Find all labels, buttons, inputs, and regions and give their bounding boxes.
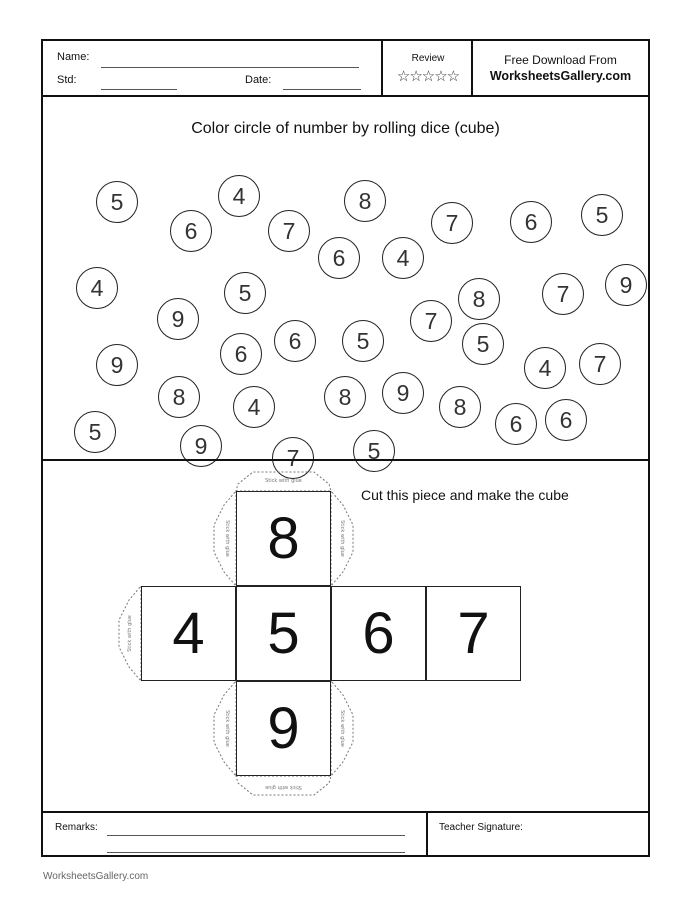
site-name: WorksheetsGallery.com	[489, 69, 632, 83]
number-circle[interactable]: 4	[524, 347, 566, 389]
number-circle[interactable]: 9	[605, 264, 647, 306]
date-label: Date:	[245, 74, 272, 86]
number-circle[interactable]: 8	[324, 376, 366, 418]
watermark: WorksheetsGallery.com	[43, 871, 149, 882]
number-circle[interactable]: 6	[545, 399, 587, 441]
glue-text-left: Stick with glue	[127, 615, 133, 652]
number-circle[interactable]: 6	[318, 237, 360, 279]
cube-instruction: Cut this piece and make the cube	[361, 487, 569, 503]
glue-text-bottom-left: Stick with glue	[224, 710, 230, 747]
number-circle[interactable]: 6	[510, 201, 552, 243]
number-circle[interactable]: 5	[462, 323, 504, 365]
number-circle[interactable]: 7	[431, 202, 473, 244]
glue-text-top-left: Stick with glue	[224, 520, 230, 557]
teacher-signature-label: Teacher Signature:	[439, 822, 523, 833]
glue-text-top-right: Stick with glue	[339, 520, 345, 557]
number-circle[interactable]: 7	[579, 343, 621, 385]
number-circle[interactable]: 4	[76, 267, 118, 309]
activity-title: Color circle of number by rolling dice (cube)	[191, 120, 500, 137]
number-circle[interactable]: 7	[542, 273, 584, 315]
number-circle[interactable]: 9	[382, 372, 424, 414]
glue-tabs	[43, 41, 648, 811]
number-circle[interactable]: 4	[233, 386, 275, 428]
std-label: Std:	[57, 74, 77, 86]
cube-face-bottom: 9	[236, 681, 331, 776]
number-circle[interactable]: 6	[274, 320, 316, 362]
number-circle[interactable]: 6	[170, 210, 212, 252]
number-circle[interactable]: 7	[272, 437, 314, 479]
number-circle[interactable]: 7	[410, 300, 452, 342]
cube-face-right: 6	[331, 586, 426, 681]
number-circle[interactable]: 7	[268, 210, 310, 252]
name-label: Name:	[57, 51, 90, 63]
number-circle[interactable]: 8	[458, 278, 500, 320]
cube-face-top: 8	[236, 491, 331, 586]
number-circle[interactable]: 8	[158, 376, 200, 418]
glue-text-bottom-right: Stick with glue	[339, 710, 345, 747]
remarks-field-line-1[interactable]	[107, 835, 405, 836]
number-circle[interactable]: 6	[495, 403, 537, 445]
number-circle[interactable]: 5	[581, 194, 623, 236]
number-circle[interactable]: 9	[180, 425, 222, 467]
glue-text-bottom: Stick with glue	[265, 784, 302, 790]
free-download-label: Free Download From	[504, 53, 617, 67]
number-circle[interactable]: 5	[96, 181, 138, 223]
cube-face-center: 5	[236, 586, 331, 681]
number-circle[interactable]: 5	[342, 320, 384, 362]
number-circle[interactable]: 8	[439, 386, 481, 428]
number-circle[interactable]: 6	[220, 333, 262, 375]
cube-face-far-right: 7	[426, 586, 521, 681]
star-icon-rating[interactable]: ☆☆☆☆☆	[396, 68, 460, 85]
number-circle[interactable]: 9	[157, 298, 199, 340]
number-circle[interactable]: 4	[382, 237, 424, 279]
remarks-label: Remarks:	[55, 822, 98, 833]
remarks-cell	[43, 813, 428, 857]
review-label: Review	[411, 53, 445, 64]
number-circle[interactable]: 9	[96, 344, 138, 386]
number-circle[interactable]: 5	[74, 411, 116, 453]
remarks-field-line-2[interactable]	[107, 852, 405, 853]
glue-text-top: Stick with glue	[265, 478, 302, 484]
worksheet	[41, 39, 650, 857]
number-circle[interactable]: 8	[344, 180, 386, 222]
number-circle[interactable]: 5	[224, 272, 266, 314]
number-circle[interactable]: 5	[353, 430, 395, 472]
cube-face-left: 4	[141, 586, 236, 681]
number-circle[interactable]: 4	[218, 175, 260, 217]
worksheet-footer	[43, 811, 648, 857]
